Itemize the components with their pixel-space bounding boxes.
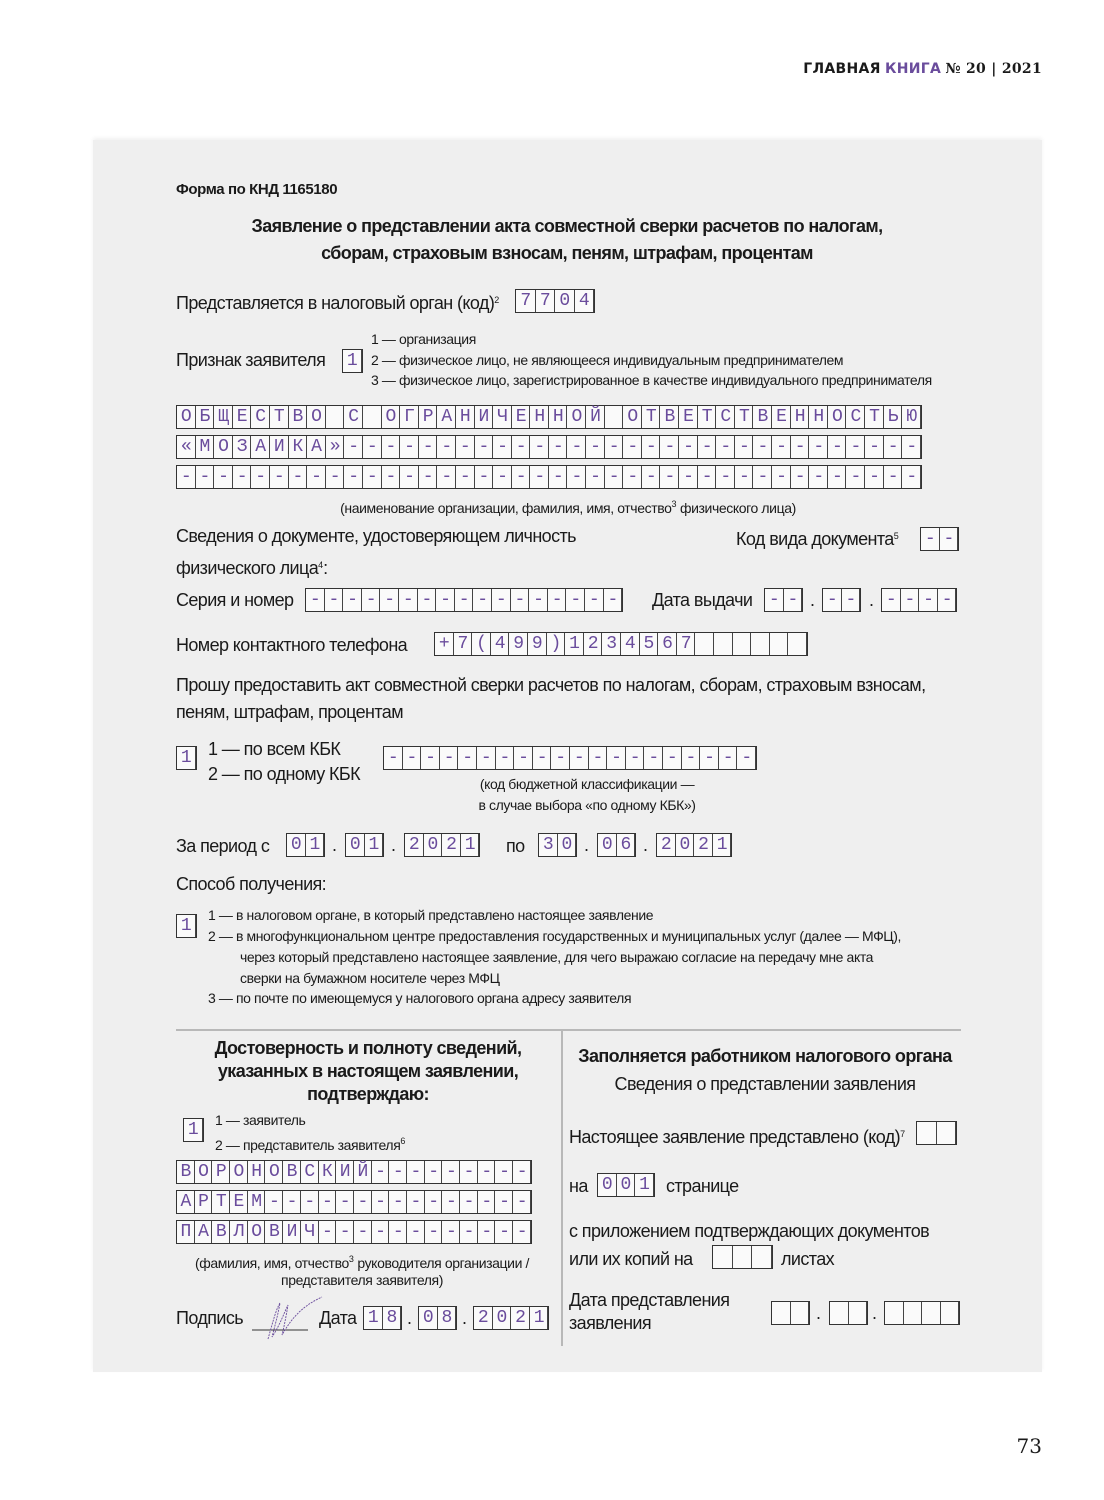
office-subtitle: Сведения о представлении заявления [614, 1074, 916, 1094]
phone-label: Номер контактного телефона [176, 635, 408, 655]
field-value: 7704 [520, 291, 599, 311]
field-value: 18 [367, 1308, 406, 1328]
field-value: 01 [349, 835, 388, 855]
date-separator: . [816, 1303, 822, 1323]
applicant-option: 2 — физическое лицо, не являющееся индивидуальным предпринимателем [371, 352, 844, 368]
field-value: ---- [885, 590, 961, 610]
date-separator: . [872, 1303, 878, 1323]
tax-authority-label [176, 289, 499, 311]
date-separator: . [462, 1308, 468, 1328]
sheets-label: листах [781, 1249, 835, 1269]
magazine-header [803, 60, 1042, 77]
phone-field[interactable] [434, 632, 811, 656]
kbk-caption-2: в случае выбора «по одному КБК») [478, 797, 696, 813]
label-text: физического лица [176, 558, 319, 578]
role-option: 1 — заявитель [215, 1112, 306, 1128]
attach-sheets-field[interactable] [712, 1245, 773, 1269]
org-name-row-1[interactable] [176, 405, 925, 429]
period-to-label: по [506, 836, 525, 856]
submit-date-label-2: заявления [569, 1313, 652, 1333]
date-separator: . [810, 590, 816, 610]
field-value: 001 [601, 1175, 658, 1195]
field-value [917, 1122, 960, 1144]
submit-date-label: Дата представления [569, 1290, 730, 1310]
applicant-label: Признак заявителя [176, 350, 326, 370]
period-from-label: За период с [176, 836, 270, 856]
kbk-option: 1 — по всем КБК [208, 739, 341, 759]
date-separator: . [643, 835, 649, 855]
field-value: +7(499)1234567 [438, 634, 811, 654]
receipt-option: через который представлено настоящее заявление, для чего выражаю согласие на передачу мне акта [240, 949, 874, 965]
confirm-role-field[interactable] [183, 1118, 207, 1142]
footnote: 3 [671, 499, 677, 509]
footnote: 4 [318, 560, 324, 570]
footnote: 3 [348, 1254, 354, 1264]
submitted-code-field[interactable] [916, 1121, 957, 1145]
form-title-line1: Заявление о представлении акта совместной сверки расчетов по налогам, [251, 216, 883, 236]
org-name-caption [340, 494, 796, 514]
series-number-field[interactable] [305, 588, 627, 612]
caption-text: руководителя организации / [353, 1255, 529, 1271]
field-value: 01 [290, 835, 329, 855]
request-text-2: пеням, штрафам, процентам [176, 702, 403, 722]
org-name-row-2[interactable] [176, 435, 925, 459]
period-to-year[interactable] [656, 833, 736, 857]
field-value: 1 [346, 351, 366, 371]
applicant-type-field[interactable] [342, 349, 366, 373]
attach-label-2: или их копий на [569, 1249, 693, 1269]
field-value: -- [826, 590, 865, 610]
brand-name: ГЛАВНАЯ [803, 61, 881, 77]
field-value: ОБЩЕСТВО С ОГРАНИЧЕННОЙ ОТВЕТСТВЕННОСТЬЮ [180, 407, 925, 427]
field-value: 30 [542, 835, 581, 855]
form-title-line2: сборам, страховым взносам, пеням, штрафам, процентам [321, 243, 813, 263]
issue-month-field[interactable] [822, 588, 865, 612]
office-title: Заполняется работником налогового органа [578, 1046, 952, 1066]
on-label: на [569, 1176, 588, 1196]
field-value: 1 [180, 916, 200, 936]
field-value: «МОЗАИКА»------------------------------- [180, 437, 925, 457]
confirm-title-3: подтверждаю: [307, 1084, 429, 1104]
submit-year-field[interactable] [884, 1301, 960, 1325]
kbk-choice-field[interactable] [176, 746, 200, 770]
receipt-option: 2 — в многофункциональном центре предоставления государственных и муниципальных услуг (далее — МФЦ), [208, 928, 902, 944]
footnote: 7 [900, 1129, 906, 1139]
field-value: -- [924, 529, 963, 549]
id-doc-label: Сведения о документе, удостоверяющем личность [176, 526, 576, 546]
field-value [885, 1302, 963, 1324]
surname-field[interactable] [176, 1160, 535, 1184]
signature-image [250, 1295, 330, 1345]
footnote: 5 [893, 531, 899, 541]
issue-year-field[interactable] [881, 588, 961, 612]
field-value [772, 1302, 813, 1324]
attach-label: с приложением подтверждающих документов [569, 1221, 930, 1241]
field-value [713, 1246, 776, 1268]
footnote: 2 [494, 295, 500, 305]
caption-text: физического лица) [676, 500, 796, 516]
sign-day-field[interactable] [363, 1306, 406, 1330]
field-value: АРТЕМ--------------- [180, 1192, 535, 1212]
caption-text: (фамилия, имя, отчество [195, 1255, 349, 1271]
signature-label: Подпись [176, 1308, 244, 1328]
first-name-field[interactable] [176, 1190, 535, 1214]
submitted-label [569, 1123, 905, 1145]
period-to-day[interactable] [538, 833, 581, 857]
date-separator: . [391, 835, 397, 855]
field-value: ВОРОНОВСКИЙ--------- [180, 1162, 535, 1182]
tax-authority-code-field[interactable] [515, 289, 599, 313]
field-value [830, 1302, 871, 1324]
sign-month-field[interactable] [418, 1306, 461, 1330]
field-value: 06 [601, 835, 640, 855]
series-label: Серия и номер [176, 590, 294, 610]
label-text: Настоящее заявление представлено (код) [569, 1127, 901, 1147]
date-separator: . [584, 835, 590, 855]
period-from-month[interactable] [345, 833, 388, 857]
confirm-title-2: указанных в настоящем заявлении, [217, 1061, 519, 1081]
pages-field[interactable] [597, 1173, 658, 1197]
sign-year-field[interactable] [473, 1306, 553, 1330]
role-option-2 [215, 1131, 405, 1151]
doc-type-field[interactable] [920, 527, 963, 551]
label-text: Представляется в налоговый орган (код) [176, 293, 495, 313]
confirm-title: Достоверность и полноту сведений, [214, 1038, 522, 1058]
issue-day-field[interactable] [764, 588, 807, 612]
field-value: 08 [422, 1308, 461, 1328]
field-value: -- [768, 590, 807, 610]
date-separator: . [869, 590, 875, 610]
caption-text: (наименование организации, фамилия, имя, отчество [340, 500, 672, 516]
applicant-option: 1 — организация [371, 331, 476, 347]
divider-vertical [561, 1030, 563, 1346]
issue-number: № 20 | 2021 [945, 61, 1042, 77]
doc-type-label [736, 525, 899, 547]
period-to-month[interactable] [597, 833, 640, 857]
receipt-option: 1 — в налоговом органе, в который представлено настоящее заявление [208, 907, 654, 923]
footnote: 6 [400, 1136, 406, 1146]
kbk-field[interactable] [383, 746, 760, 770]
field-value: ---------------------------------------- [180, 467, 925, 487]
date-label: Дата [319, 1308, 357, 1328]
page-number: 73 [1016, 1434, 1042, 1458]
receipt-label: Способ получения: [176, 874, 327, 894]
applicant-option: 3 — физическое лицо, зарегистрированное в качестве индивидуального предпринимателя [371, 372, 932, 388]
period-from-day[interactable] [286, 833, 329, 857]
label-text: Код вида документа [736, 529, 894, 549]
brand-accent: КНИГА [884, 61, 942, 77]
kbk-caption: (код бюджетной классификации — [479, 776, 695, 792]
issue-date-label: Дата выдачи [652, 590, 753, 610]
period-from-year[interactable] [404, 833, 484, 857]
kbk-option: 2 — по одному КБК [208, 764, 361, 784]
field-value: 2021 [477, 1308, 553, 1328]
receipt-option: сверки на бумажном носителе через МФЦ [240, 970, 500, 986]
field-value: -------------------- [387, 748, 760, 768]
request-text: Прошу предоставить акт совместной сверки расчетов по налогам, сборам, страховым взносам, [176, 675, 926, 695]
field-value: 2021 [660, 835, 736, 855]
form-knd: Форма по КНД 1165180 [176, 181, 338, 198]
field-value: ПАВЛОВИЧ------------ [180, 1222, 535, 1242]
receipt-option: 3 — по почте по имеющемуся у налогового органа адресу заявителя [208, 990, 632, 1006]
receipt-method-field[interactable] [176, 914, 200, 938]
submit-day-field[interactable] [771, 1301, 810, 1325]
pages-label: странице [666, 1176, 739, 1196]
id-doc-label-2: физического лица$^4$: [176, 558, 328, 578]
fio-caption-2: представителя заявителя) [281, 1272, 443, 1288]
org-name-row-3[interactable] [176, 465, 925, 489]
field-value: 1 [187, 1120, 207, 1140]
field-value: 1 [180, 748, 200, 768]
option-text: 2 — представитель заявителя [215, 1137, 401, 1153]
field-value: ----------------- [309, 590, 627, 610]
submit-month-field[interactable] [829, 1301, 868, 1325]
patronymic-field[interactable] [176, 1220, 535, 1244]
fio-caption [195, 1249, 529, 1269]
date-separator: . [332, 835, 338, 855]
divider [176, 1029, 961, 1031]
date-separator: . [407, 1308, 413, 1328]
field-value: 2021 [408, 835, 484, 855]
